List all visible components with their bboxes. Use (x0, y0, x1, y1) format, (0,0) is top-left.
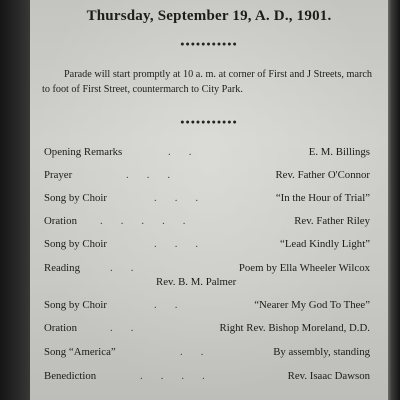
program-row (44, 299, 370, 315)
program-performer: Right Rev. Bishop Moreland, D.D. (219, 322, 370, 334)
parade-notice: Parade will start promptly at 10 a. m. at corner of First and J Streets, march to foot of First Street, countermarch to City Park. (42, 69, 372, 95)
program-row (44, 370, 370, 386)
program-item: Benediction (44, 370, 97, 382)
program-row (44, 346, 370, 362)
program-row (44, 238, 370, 254)
leader-dots: ... (154, 192, 217, 204)
program-item: Prayer (44, 169, 73, 181)
photo-frame-left (0, 0, 32, 400)
leader-dots: ... (126, 169, 189, 181)
ornament-divider: ●●●●●●●●●●● (180, 40, 238, 48)
leader-dots: .. (110, 262, 152, 274)
program-item: Song “America” (44, 346, 116, 358)
program-row (44, 322, 370, 338)
leader-dots: ..... (100, 215, 204, 227)
program-performer: “Lead Kindly Light” (280, 238, 370, 250)
leader-dots: .. (180, 346, 222, 358)
program-item: Oration (44, 215, 77, 227)
ornament-divider: ●●●●●●●●●●● (180, 118, 238, 126)
program-item: Song by Choir (44, 192, 107, 204)
program-sheet (30, 0, 388, 400)
leader-dots: .. (154, 299, 196, 311)
program-item: Song by Choir (44, 299, 107, 311)
program-performer: By assembly, standing (273, 346, 370, 358)
program-performer: Poem by Ella Wheeler Wilcox (238, 262, 370, 274)
program-performer: Rev. Isaac Dawson (287, 370, 370, 382)
leader-dots: .. (110, 322, 152, 334)
leader-dots: ... (154, 238, 217, 250)
program-row (44, 192, 370, 208)
program-row (44, 215, 370, 231)
program-performer: Rev. Father Riley (294, 215, 370, 227)
program-date: Thursday, September 19, A. D., 1901. (86, 8, 332, 24)
leader-dots: .. (168, 146, 210, 158)
program-item: Oration (44, 322, 77, 334)
program-item: Reading (44, 262, 80, 274)
program-performer: “In the Hour of Trial” (275, 192, 370, 204)
photo-frame-right (386, 0, 400, 400)
program-performer: “Nearer My God To Thee” (254, 299, 370, 311)
leader-dots: .... (140, 370, 223, 382)
program-performer: Rev. Father O'Connor (275, 169, 370, 181)
program-item: Song by Choir (44, 238, 107, 250)
program-performer-secondary: Rev. B. M. Palmer (156, 276, 237, 288)
program-row (44, 146, 370, 162)
program-item: Opening Remarks (44, 146, 123, 158)
program-performer: E. M. Billings (308, 146, 370, 158)
program-row (44, 169, 370, 185)
